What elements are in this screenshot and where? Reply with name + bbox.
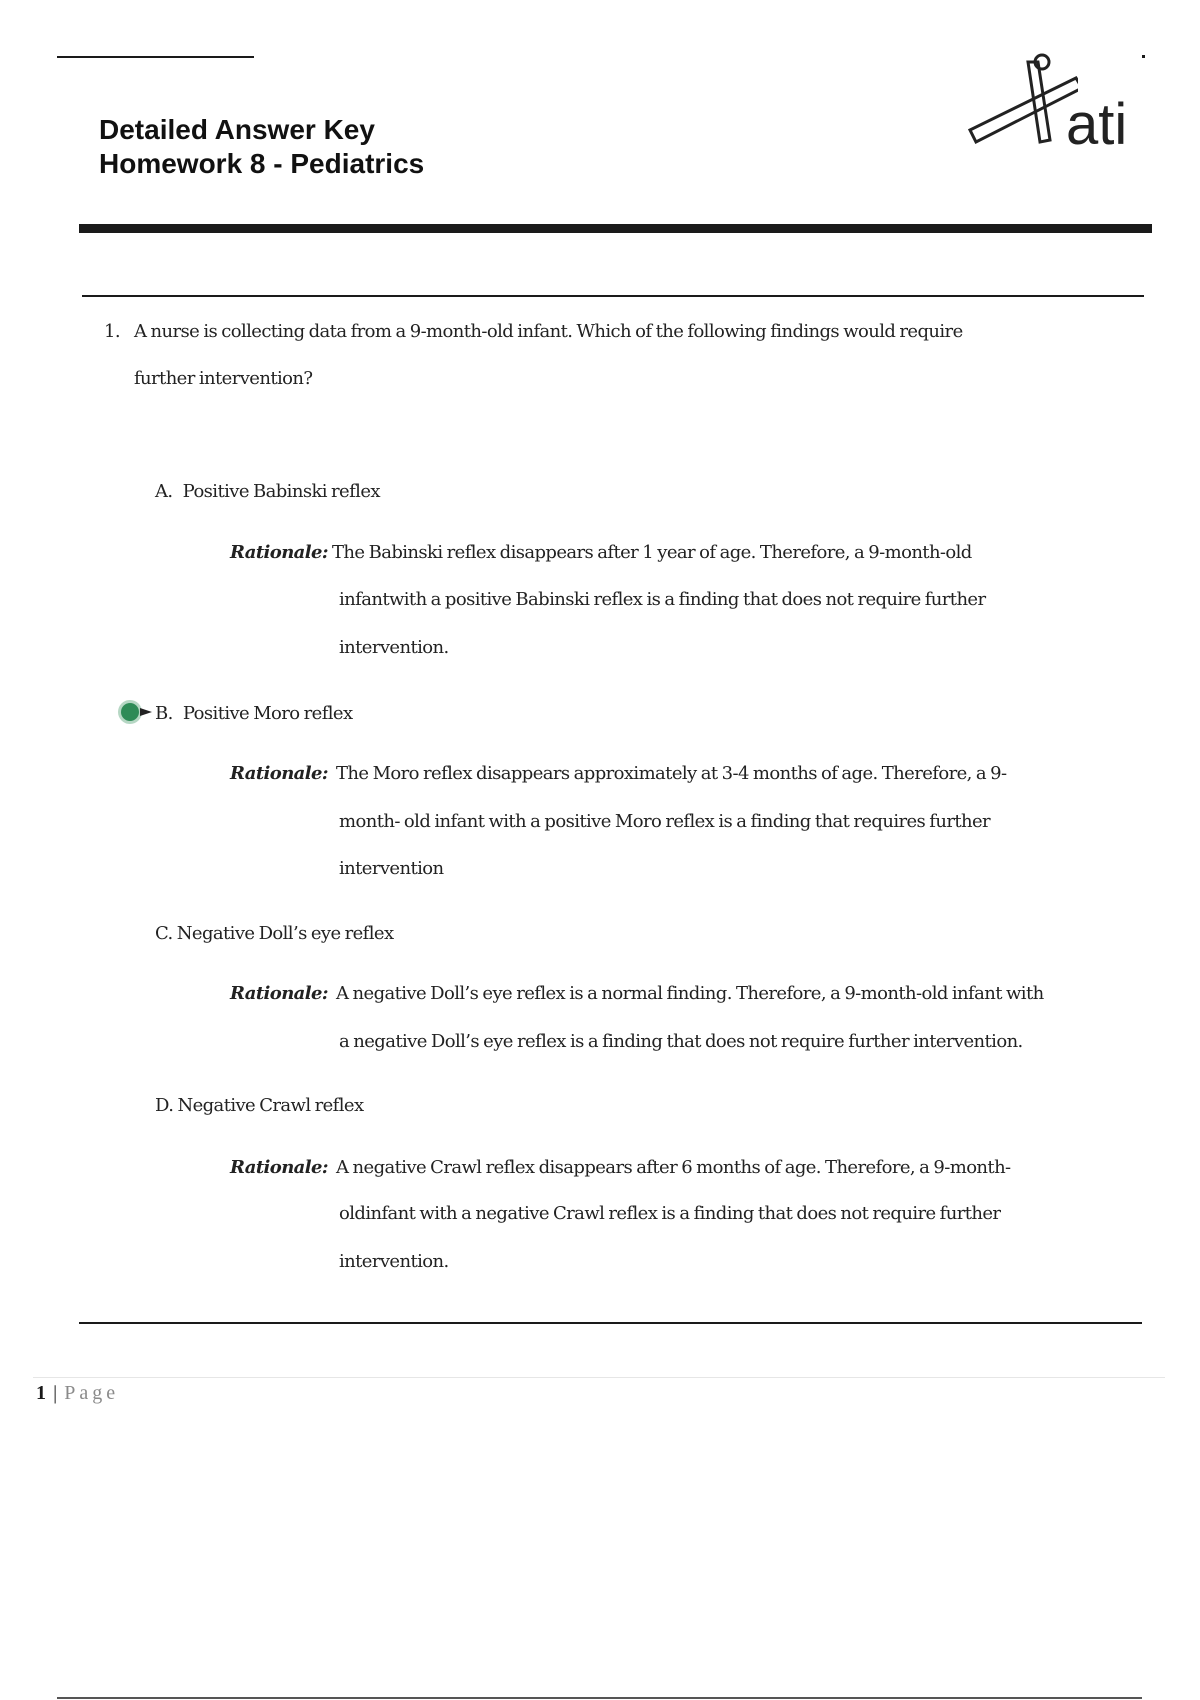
option-c-rationale <box>230 983 1044 1004</box>
question-text-line-1: A nurse is collecting data from a 9-month-old infant. Which of the following findings would require <box>134 321 963 342</box>
option-label: Negative Crawl reflex <box>177 1095 364 1116</box>
option-d-rationale-line-3: intervention. <box>339 1251 449 1272</box>
rationale-line-1: A negative Doll’s eye reflex is a normal finding. Therefore, a 9-month-old infant with <box>336 983 1044 1004</box>
option-letter: C. <box>155 923 173 944</box>
ati-logo-icon <box>968 50 1078 150</box>
document-title <box>99 113 424 181</box>
content-top-rule <box>82 295 1144 297</box>
option-d-rationale <box>230 1157 1011 1178</box>
rationale-line-1: A negative Crawl reflex disappears after 6 months of age. Therefore, a 9-month- <box>336 1157 1011 1178</box>
rationale-line-1: The Babinski reflex disappears after 1 year of age. Therefore, a 9-month-old <box>332 542 972 563</box>
ati-logo <box>968 50 1148 160</box>
option-letter: B. <box>155 703 173 724</box>
rationale-label: Rationale: <box>230 983 328 1004</box>
logo-text: ati <box>1066 92 1128 157</box>
option-d-rationale-line-2: oldinfant with a negative Crawl reflex is a finding that does not require further <box>339 1203 1001 1224</box>
option-b-rationale <box>230 763 1006 784</box>
option-a <box>155 481 380 502</box>
option-label: Positive Moro reflex <box>182 703 353 724</box>
option-label: Negative Doll’s eye reflex <box>176 923 394 944</box>
option-letter: D. <box>155 1095 174 1116</box>
title-line-2: Homework 8 - Pediatrics <box>99 148 425 179</box>
option-a-rationale-line-3: intervention. <box>339 637 449 658</box>
page-label: Page <box>64 1382 120 1404</box>
top-left-rule <box>57 56 254 58</box>
rationale-label: Rationale: <box>230 542 328 563</box>
option-letter: A. <box>155 481 173 502</box>
option-b-rationale-line-3: intervention <box>339 858 444 879</box>
rationale-label: Rationale: <box>230 1157 328 1178</box>
page-footer <box>36 1382 119 1405</box>
question-text-line-2: further intervention? <box>134 368 313 389</box>
rationale-line-1: The Moro reflex disappears approximately at 3-4 months of age. Therefore, a 9- <box>336 763 1007 784</box>
option-b <box>155 703 353 724</box>
option-a-rationale-line-2: infantwith a positive Babinski reflex is a finding that does not require further <box>339 589 986 610</box>
footer-faint-rule <box>33 1377 1165 1378</box>
page-separator: | <box>53 1382 58 1404</box>
correct-answer-marker-icon <box>114 697 154 727</box>
page-bottom-rule <box>57 1697 1142 1699</box>
header-thick-bar <box>79 224 1152 233</box>
option-c-rationale-line-2: a negative Doll’s eye reflex is a finding that does not require further intervention. <box>339 1031 1023 1052</box>
option-label: Positive Babinski reflex <box>182 481 380 502</box>
question-number: 1. <box>104 321 120 342</box>
option-c <box>155 923 394 944</box>
option-d <box>155 1095 364 1116</box>
option-a-rationale <box>230 542 972 563</box>
option-b-rationale-line-2: month- old infant with a positive Moro reflex is a finding that requires further <box>339 811 991 832</box>
rationale-label: Rationale: <box>230 763 328 784</box>
title-line-1: Detailed Answer Key <box>99 114 375 145</box>
content-bottom-rule <box>79 1322 1142 1324</box>
page-number: 1 <box>36 1382 46 1404</box>
question <box>104 321 120 342</box>
